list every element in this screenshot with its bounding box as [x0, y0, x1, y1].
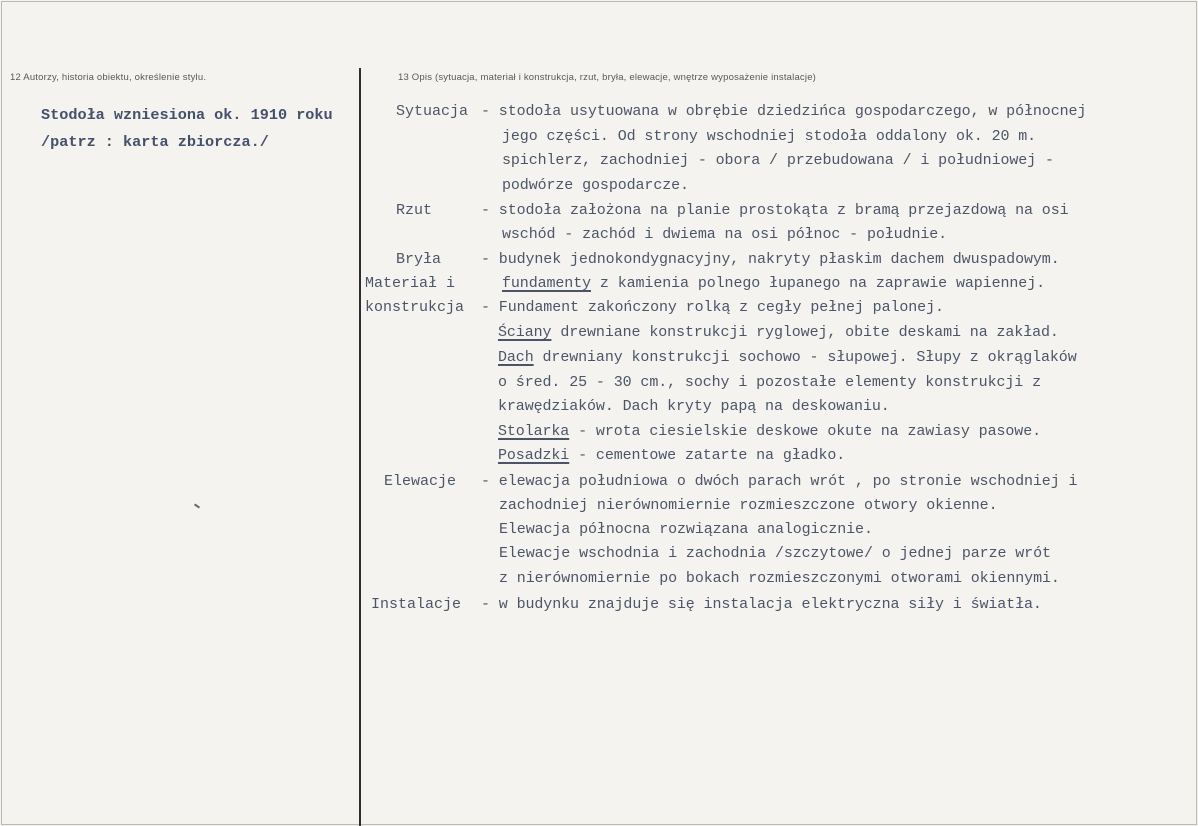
text-line [498, 447, 845, 464]
text-line: - budynek jednokondygnacyjny, nakryty płaskim dachem dwuspadowym. [481, 251, 1060, 268]
left-column-text [41, 102, 361, 156]
text-line: zachodniej nierównomiernie rozmieszczone otwory okienne. [499, 497, 998, 514]
label-instalacje: Instalacje [371, 596, 462, 613]
text-line: krawędziaków. Dach kryty papą na deskowaniu. [498, 398, 890, 415]
label-sytuacja: Sytuacja [396, 103, 469, 120]
text-line [502, 275, 1045, 292]
underlined-heading: Ściany [498, 324, 552, 341]
label-elewacje: Elewacje [384, 473, 457, 490]
text-line: - stodoła usytuowana w obrębie dziedzińca gospodarczego, w północnej [481, 103, 1087, 120]
text-line: - Fundament zakończony rolką z cegły pełnej palonej. [481, 299, 944, 316]
underlined-heading: Stolarka [498, 423, 570, 440]
left-line-2: /patrz : karta zbiorcza./ [41, 133, 269, 151]
label-material: Materiał i [365, 275, 456, 292]
label-bryla: Bryła [396, 251, 442, 268]
left-line-1: Stodoła wzniesiona ok. 1910 roku [41, 106, 333, 124]
label-konstrukcja: konstrukcja [365, 299, 465, 316]
text-line: o śred. 25 - 30 cm., sochy i pozostałe elementy konstrukcji z [498, 374, 1041, 391]
text-line: wschód - zachód i dwiema na osi północ - południe. [502, 226, 948, 243]
column-divider [359, 68, 361, 826]
text-line: Elewacje wschodnia i zachodnia /szczytowe/ o jednej parze wrót [499, 545, 1051, 562]
text-line: Elewacja północna rozwiązana analogicznie. [499, 521, 873, 538]
header-left: 12 Autorzy, historia obiektu, określenie stylu. [10, 72, 207, 83]
line-rest: - wrota ciesielskie deskowe okute na zawiasy pasowe. [569, 423, 1041, 440]
stray-mark [194, 503, 200, 508]
text-line: spichlerz, zachodniej - obora / przebudowana / i południowej - [502, 152, 1054, 169]
header-right: 13 Opis (sytuacja, materiał i konstrukcja, rzut, bryła, elewacje, wnętrze wyposażenie instalacje) [398, 72, 817, 83]
label-rzut: Rzut [396, 202, 433, 219]
underlined-heading: Dach [498, 349, 534, 366]
text-line: podwórze gospodarcze. [502, 177, 689, 194]
underlined-heading: Posadzki [498, 447, 570, 464]
text-line [498, 324, 1059, 341]
text-line [498, 423, 1041, 440]
text-line [498, 349, 1077, 366]
text-line: - elewacja południowa o dwóch parach wrót , po stronie wschodniej i [481, 473, 1078, 490]
underlined-heading: fundamenty [502, 275, 592, 292]
line-rest: z kamienia polnego łupanego na zaprawie wapiennej. [591, 275, 1045, 292]
line-rest: drewniane konstrukcji ryglowej, obite deskami na zakład. [551, 324, 1059, 341]
line-rest: - cementowe zatarte na gładko. [569, 447, 846, 464]
text-line: - stodoła założona na planie prostokąta z bramą przejazdową na osi [481, 202, 1069, 219]
text-line: z nierównomiernie po bokach rozmieszczonymi otworami okiennymi. [499, 570, 1060, 587]
text-line: - w budynku znajduje się instalacja elektryczna siły i światła. [481, 596, 1042, 613]
line-rest: drewniany konstrukcji sochowo - słupowej. Słupy z okrąglaków [533, 349, 1077, 366]
text-line: jego części. Od strony wschodniej stodoła oddalony ok. 20 m. [502, 128, 1037, 145]
